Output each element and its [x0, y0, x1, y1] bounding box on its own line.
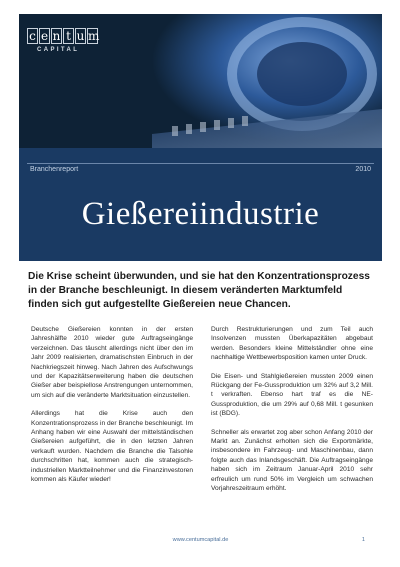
left-column: [31, 325, 193, 494]
body-paragraph: Durch Restrukturierungen und zum Teil auch Insolvenzen mussten Überkapazitäten abgebaut werden. Besonders kleine Mittelständler ohne eine nachhaltige Wettbewerbsposition kamen unter Druck.: [211, 326, 373, 362]
hero-banner: [19, 14, 382, 148]
logo-letter: c: [27, 28, 38, 44]
lead-paragraph: Die Krise scheint überwunden, und sie hat den Konzentrationsprozess in der Branche beschleunigt. In diesem veränderten Marktumfeld finden sich gut aufgestellte Gießereien neue Chancen.: [28, 271, 370, 310]
logo-subtitle: CAPITAL: [37, 47, 80, 53]
report-page: [19, 14, 382, 554]
body-paragraph: Deutsche Gießereien konnten in der ersten Jahreshälfte 2010 wieder gute Auftragseingänge verzeichnen. Das täuscht allerdings nicht über den im Jahr 2009 realisierten, dramatischsten Einbruch in der Nachkriegszeit hinweg. Nach Jahren des Aufschwungs und der Kapazitätserweiterung haben die deutschen Gießer aber beispiellose Anstrengungen unternommen, um sich auf die veränderte Marktsituation einzustellen.: [31, 326, 194, 399]
right-column: [211, 325, 373, 503]
logo-letter: n: [52, 29, 61, 43]
title-band: [19, 148, 382, 261]
industrial-gear-photo: [152, 14, 382, 148]
page-title: Gießereiindustrie: [81, 196, 320, 232]
report-type-label: Branchenreport: [30, 166, 79, 173]
logo-letter-row: [27, 28, 98, 44]
band-divider: [27, 163, 374, 164]
logo-letter: u: [76, 29, 85, 43]
centum-capital-logo: [27, 28, 98, 53]
logo-letter: e: [40, 29, 49, 43]
body-paragraph: Schneller als erwartet zog aber schon Anfang 2010 der Markt an. Zunächst erholten sich die Exportmärkte, insbesondere im Fahrzeug- und Maschinenbau, dann folgte auch das Inlandsgeschäft. Die Auftragseingänge haben sich im Zeitraum Januar-April 2010 sehr erfreulich um rund 50% im Vergleich um schwachen Vorjahreszeitraum erhöht.: [211, 428, 373, 493]
body-paragraph: Die Eisen- und Stahlgießereien mussten 2009 einen Rückgang der Fe-Gussproduktion um 32% auf 3,2 Mill. t verkraften. Ebenso hart traf es die NE-Gussproduktion, die um 29% auf 0,68 Mill. t gesunken ist (BDG).: [211, 372, 373, 418]
body-paragraph: Allerdings hat die Krise auch den Konzentrationsprozess in der Branche beschleunigt. Im Anhang haben wir eine Auswahl der mittelständischen Gießereien aufgeführt, die in den letzten Jahren verkauft wurden. Nachdem die Branche die Talsohle durchschritten hat, kommen auch die strategisch-industriellen Marktteilnehmer und die Finanzinvestoren kommen als Käufer wieder!: [31, 410, 193, 484]
footer-website-link[interactable]: www.centumcapital.de: [172, 537, 229, 543]
logo-letter: t: [63, 28, 74, 44]
logo-letter: m: [88, 29, 100, 43]
report-year: 2010: [355, 166, 371, 173]
page-number: 1: [361, 537, 365, 543]
